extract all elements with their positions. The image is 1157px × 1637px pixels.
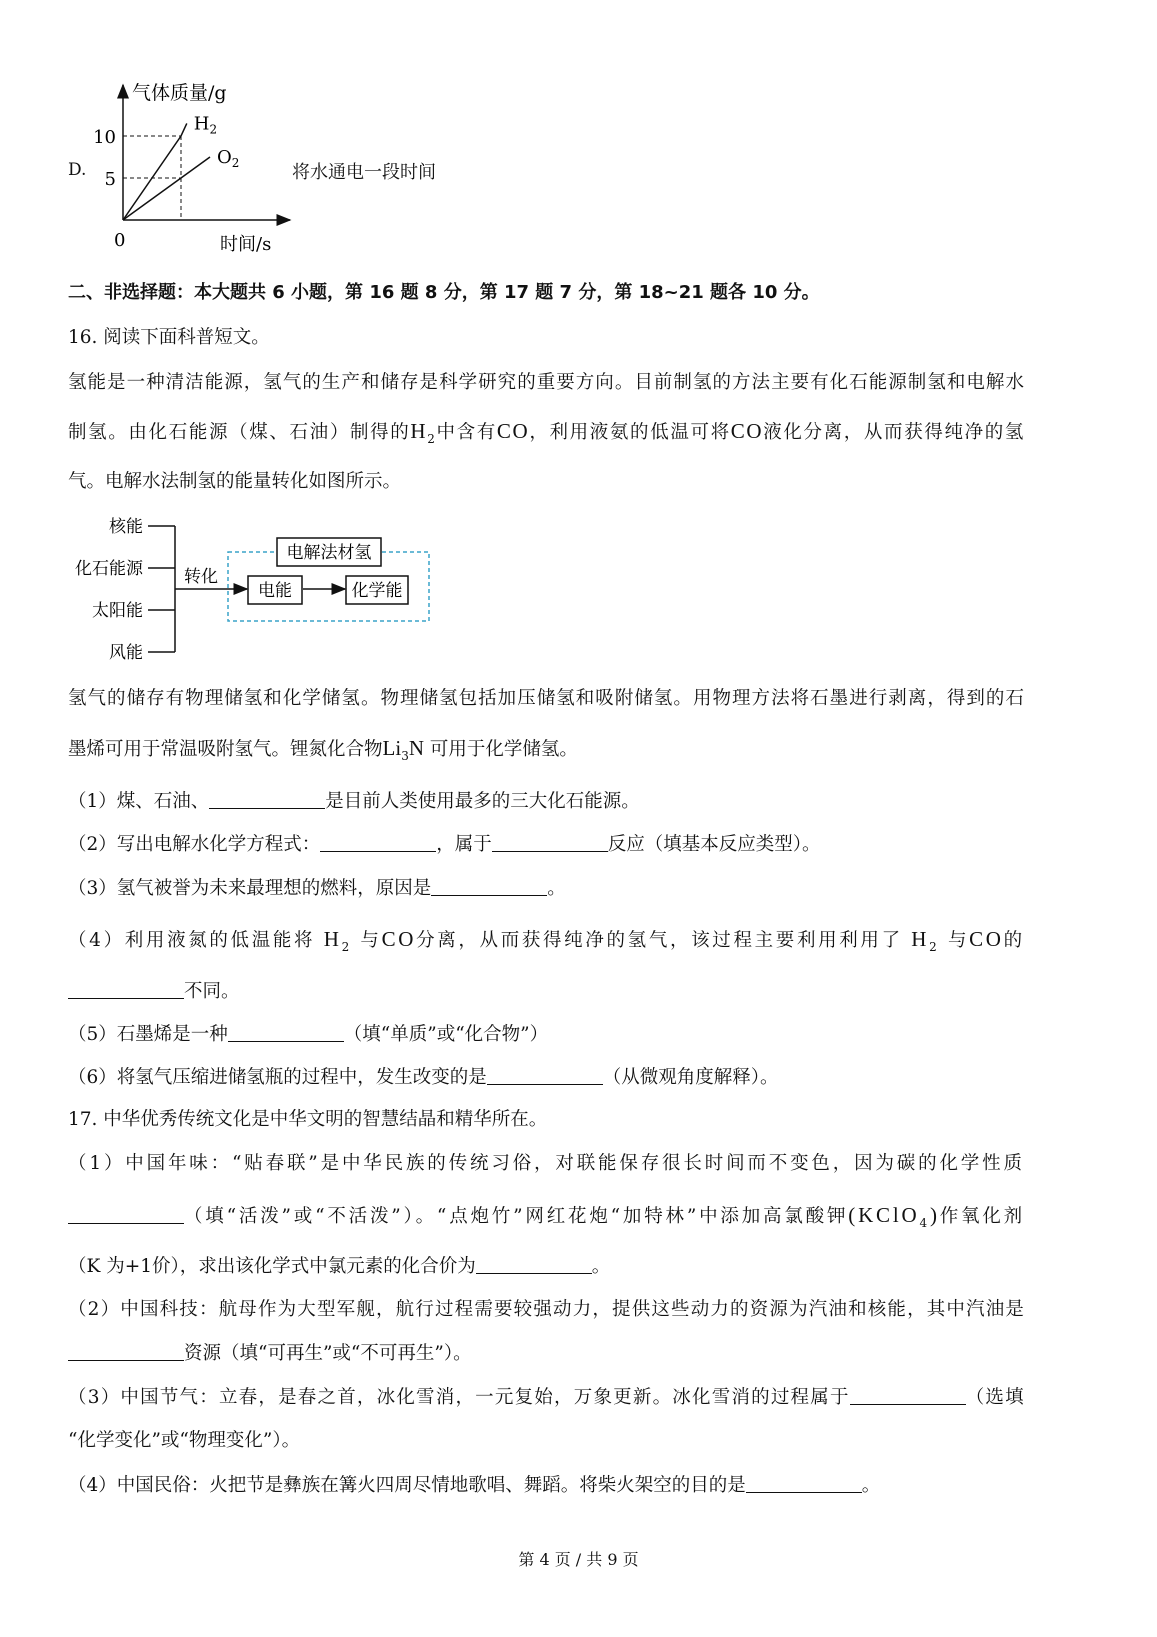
answer-blank[interactable] bbox=[320, 831, 436, 852]
text-line bbox=[68, 788, 640, 815]
source-solar: 太阳能 bbox=[92, 601, 143, 621]
origin-label: 0 bbox=[114, 230, 126, 251]
text-run: 墨烯可用于常温吸附氢气。锂氮化合物 bbox=[68, 739, 383, 760]
answer-blank[interactable] bbox=[228, 1021, 344, 1042]
text-line bbox=[68, 280, 820, 306]
answer-blank[interactable] bbox=[68, 978, 184, 999]
chemical-formula: CO bbox=[496, 419, 530, 443]
subscript: 2 bbox=[929, 940, 940, 954]
text-line bbox=[68, 1340, 472, 1367]
y-tick-label: 5 bbox=[104, 169, 116, 190]
x-axis-label: 时间/s bbox=[220, 234, 272, 255]
series-line-O bbox=[123, 157, 210, 220]
chemical-formula: Li bbox=[382, 736, 402, 760]
text-run: 氢能是一种清洁能源，氢气的生产和储存是科学研究的重要方向。目前制氢的方法主要有化石能源制氢和电解水 bbox=[68, 372, 1025, 393]
answer-blank[interactable] bbox=[68, 1203, 184, 1224]
chemical-formula: H bbox=[323, 927, 342, 951]
text-line bbox=[68, 735, 578, 769]
text-run: （3）中国节气：立春，是春之首，冰化雪消，一元复始，万象更新。冰化雪消的过程属于 bbox=[68, 1387, 850, 1408]
text-run: 液化分离，从而获得纯净的氢 bbox=[763, 422, 1026, 443]
answer-blank[interactable] bbox=[850, 1384, 966, 1405]
group-title: 电解法材氢 bbox=[286, 543, 372, 563]
text-run: （1）中国年味：“贴春联”是中华民族的传统习俗，对联能保存很长时间而不变色，因为碳的化学性质 bbox=[68, 1153, 1025, 1174]
text-line bbox=[68, 325, 270, 351]
text-line bbox=[68, 1064, 779, 1091]
answer-blank[interactable] bbox=[476, 1253, 592, 1274]
text-run: （1）煤、石油、 bbox=[68, 791, 210, 812]
text-line bbox=[68, 686, 1025, 712]
text-line bbox=[68, 1384, 1025, 1411]
chemical-formula: H bbox=[410, 419, 428, 443]
page-footer: 第 4 页 / 共 9 页 bbox=[518, 1550, 639, 1569]
text-run: 。 bbox=[547, 878, 566, 899]
series-label: $O_2$ bbox=[217, 147, 240, 170]
text-line bbox=[68, 831, 821, 858]
text-run: （3）氢气被誉为未来最理想的燃料，原因是 bbox=[68, 878, 432, 899]
text-run: 分离，从而获得纯净的氢气，该过程主要利用利用了 bbox=[416, 930, 912, 951]
text-line bbox=[68, 418, 1025, 452]
text-run: （选填 bbox=[965, 1387, 1025, 1408]
text-run: 17. 中华优秀传统文化是中华文明的智慧结晶和精华所在。 bbox=[68, 1109, 548, 1130]
text-run: （填“单质”或“化合物”） bbox=[343, 1024, 549, 1045]
text-line bbox=[68, 1472, 880, 1499]
chemical-formula: (KClO bbox=[848, 1203, 920, 1227]
text-run: 的 bbox=[1003, 930, 1025, 951]
energy-diagram bbox=[60, 512, 460, 672]
chemical-formula: H bbox=[911, 927, 930, 951]
text-run: 16. 阅读下面科普短文。 bbox=[68, 327, 270, 348]
chemical-formula: N bbox=[408, 736, 424, 760]
text-run: 不同。 bbox=[184, 981, 240, 1002]
chemical-formula: CO bbox=[381, 927, 417, 951]
text-run: 与 bbox=[939, 930, 970, 951]
text-run: ，属于 bbox=[436, 834, 492, 855]
subscript: 2 bbox=[341, 940, 352, 954]
text-run: 。 bbox=[861, 1475, 881, 1496]
chemical-formula: ) bbox=[929, 1203, 940, 1227]
box-electric-energy: 电能 bbox=[258, 581, 292, 601]
text-run: 是目前人类使用最多的三大化石能源。 bbox=[325, 791, 640, 812]
text-run: （填“活泼”或“不活泼”）。“点炮竹”网红花炮“加特林”中添加高氯酸钾 bbox=[184, 1206, 849, 1227]
text-run: （6）将氢气压缩进储氢瓶的过程中，发生改变的是 bbox=[68, 1067, 487, 1088]
answer-blank[interactable] bbox=[431, 875, 547, 896]
text-line bbox=[68, 1253, 610, 1280]
text-line bbox=[68, 469, 401, 495]
text-run: 制氢。由化石能源（煤、石油）制得的 bbox=[68, 422, 411, 443]
y-axis-label: 气体质量/g bbox=[132, 82, 227, 104]
text-line bbox=[68, 875, 566, 902]
answer-blank[interactable] bbox=[68, 1340, 184, 1361]
chemical-formula: CO bbox=[730, 419, 764, 443]
convert-label: 转化 bbox=[184, 567, 218, 587]
text-run: 可用于化学储氢。 bbox=[424, 739, 578, 760]
text-run: 。 bbox=[591, 1256, 611, 1277]
text-run: 作氧化剂 bbox=[939, 1206, 1025, 1227]
chemical-formula: CO bbox=[969, 927, 1004, 951]
y-tick-label: 10 bbox=[93, 127, 116, 148]
text-line bbox=[68, 1297, 1025, 1323]
text-line bbox=[68, 978, 240, 1005]
source-wind: 风能 bbox=[109, 643, 143, 663]
text-run: 资源（填“可再生”或“不可再生”）。 bbox=[184, 1343, 472, 1364]
answer-blank[interactable] bbox=[487, 1064, 603, 1085]
answer-blank[interactable] bbox=[746, 1472, 862, 1493]
text-run: 气。电解水法制氢的能量转化如图所示。 bbox=[68, 471, 402, 492]
answer-blank[interactable] bbox=[492, 831, 608, 852]
subscript: 2 bbox=[427, 432, 437, 446]
text-run: 与 bbox=[351, 930, 382, 951]
text-run: “化学变化”或“物理变化”）。 bbox=[68, 1430, 301, 1451]
text-line bbox=[68, 1202, 1025, 1236]
text-line bbox=[68, 1021, 548, 1048]
text-run: 中含有 bbox=[436, 422, 497, 443]
text-run: （K 为+1价），求出该化学式中氯元素的化合价为 bbox=[68, 1256, 476, 1277]
text-run: （2）写出电解水化学方程式： bbox=[68, 834, 321, 855]
box-chemical-energy: 化学能 bbox=[351, 581, 403, 601]
text-run: （2）中国科技：航母作为大型军舰，航行过程需要较强动力，提供这些动力的资源为汽油和核能，其中汽油是 bbox=[68, 1299, 1026, 1320]
text-run: （4）中国民俗：火把节是彝族在篝火四周尽情地歌唱、舞蹈。将柴火架空的目的是 bbox=[68, 1475, 746, 1496]
text-run: （从微观角度解释）。 bbox=[602, 1067, 779, 1088]
text-line bbox=[68, 1428, 300, 1454]
text-run: （5）石墨烯是一种 bbox=[68, 1024, 228, 1045]
source-fossil: 化石能源 bbox=[75, 559, 143, 579]
text-run: 氢气的储存有物理储氢和化学储氢。物理储氢包括加压储氢和吸附储氢。用物理方法将石墨进行剥离，得到的石 bbox=[68, 688, 1025, 709]
series-line-H bbox=[123, 123, 187, 220]
series-label: $H_2$ bbox=[193, 113, 218, 137]
answer-blank[interactable] bbox=[209, 788, 325, 809]
text-line bbox=[68, 1151, 1025, 1177]
text-line bbox=[68, 370, 1025, 396]
text-run: 二、非选择题：本大题共 6 小题，第 16 题 8 分，第 17 题 7 分，第 18~21 题各 10 分。 bbox=[68, 282, 820, 303]
text-run: ，利用液氨的低温可将 bbox=[529, 422, 731, 443]
option-caption: 将水通电一段时间 bbox=[292, 162, 436, 183]
source-nuclear: 核能 bbox=[109, 517, 143, 537]
text-run: 反应（填基本反应类型）。 bbox=[607, 834, 821, 855]
option-label: D. bbox=[68, 160, 87, 180]
subscript: 4 bbox=[919, 1216, 930, 1230]
subscript: 3 bbox=[401, 749, 409, 763]
text-run: （4）利用液氮的低温能将 bbox=[68, 930, 324, 951]
text-line bbox=[68, 926, 1025, 960]
text-line bbox=[68, 1107, 547, 1133]
